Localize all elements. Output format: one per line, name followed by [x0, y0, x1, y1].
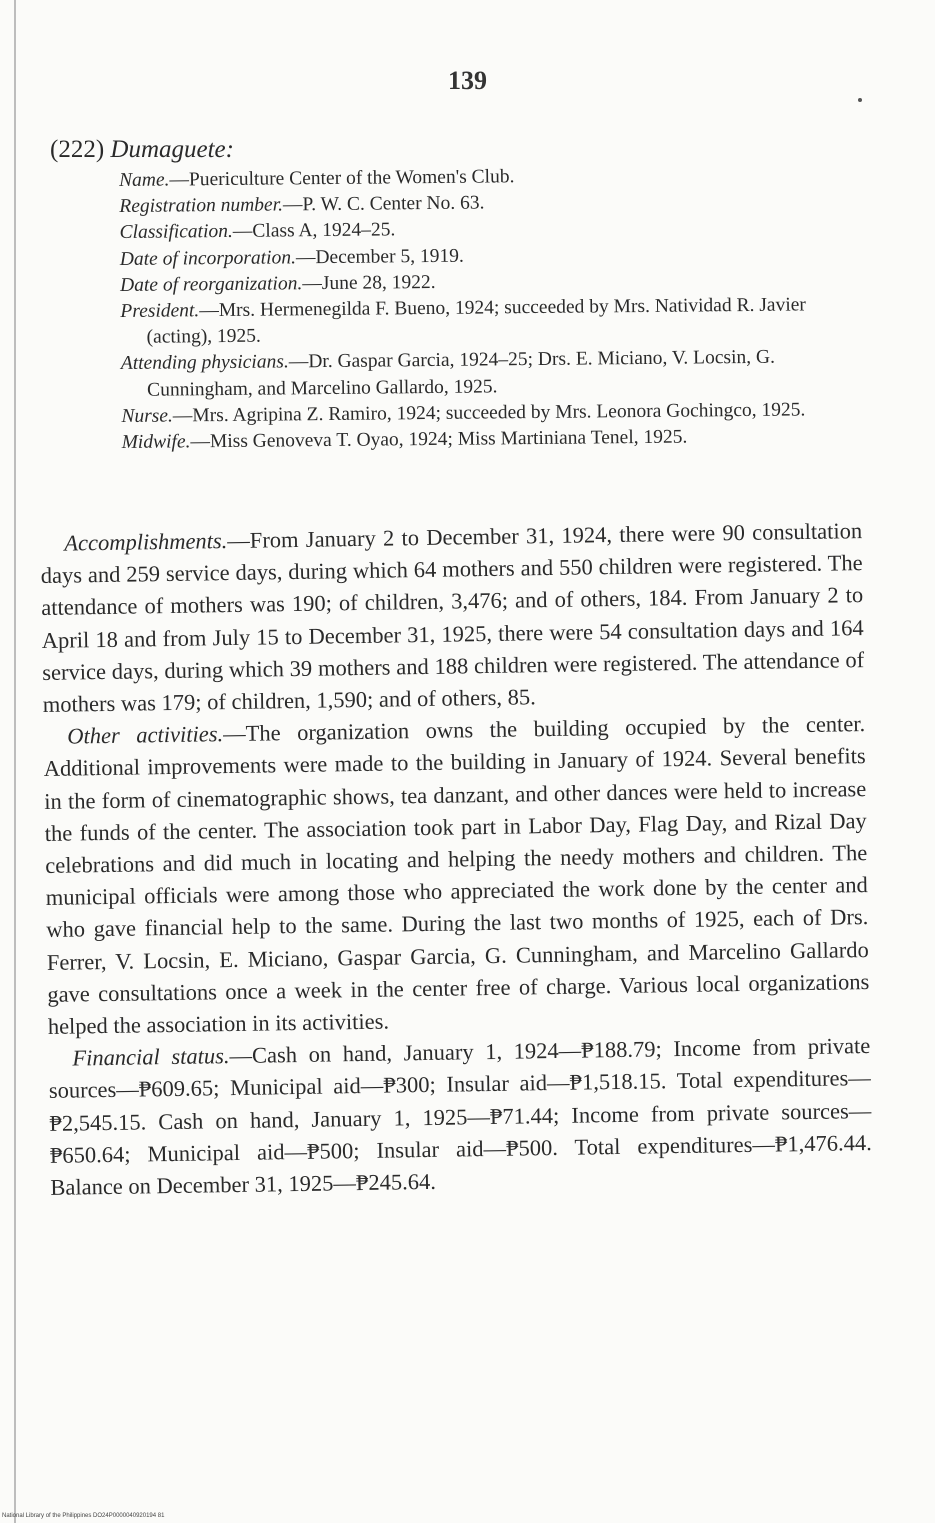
field-president [120, 292, 865, 352]
field-value: —P. W. C. Center No. 63. [282, 192, 485, 216]
field-value: —Mrs. Agripina Z. Ramiro, 1924; succeeded by Mrs. Leonora Gochingco, 1925. [172, 399, 806, 427]
field-value: —Miss Genoveva T. Oyao, 1924; Miss Martiniana Tenel, 1925. [190, 426, 688, 453]
paragraph-label: Other activities. [67, 721, 224, 749]
paragraph-financial-status [48, 1030, 872, 1204]
field-value: —December 5, 1919. [295, 245, 464, 268]
paragraph-text: —The organization owns the building occupied by the center. Additional improvements were made to the building in January of 1924. Several benefits in the form of cinematographic shows, tea danzant, and other dances were held to increase the funds of the center. The association took part in Labor Day, Flag Day, and Rizal Day celebrations and did much in locating and helping the needy mothers and children. The municipal officials were among those who appreciated the work done by the center and who gave financial help to the same. During the last two months of 1925, each of Drs. Ferrer, V. Locsin, E. Miciano, Gaspar Garcia, G. Cunningham, and Marcelino Gallardo gave consultations once a week in the center free of charge. Various local organizations helped the association in its activities. [43, 711, 870, 1039]
paragraph-other-activities [43, 708, 870, 1043]
field-value: —Class A, 1924–25. [232, 219, 396, 243]
field-label: Classification. [119, 221, 233, 244]
field-label: Attending physicians. [120, 351, 289, 375]
field-physicians [121, 344, 866, 404]
entry-heading [50, 136, 234, 164]
field-value: —Dr. Gaspar Garcia, 1924–25; Drs. E. Miciano, V. Locsin, G. Cunningham, and Marcelino Gallardo, 1925. [147, 347, 776, 401]
paragraph-accomplishments [40, 515, 865, 721]
body-text [40, 515, 873, 1204]
footer-credit: National Library of the Philippines DO24P0000040920194 81 [2, 1513, 165, 1519]
paragraph-text: —From January 2 to December 31, 1924, there were 90 consultation days and 259 service days, during which 64 mothers and 550 children were registered. The attendance of mothers was 190; of children, 3,476; and of others, 184. From January 2 to April 18 and from July 15 to December 31, 1925, there were 54 consultation days and 164 service days, during which 39 mothers and 188 children were registered. The attendance of mothers was 179; of children, 1,590; and of others, 85. [40, 518, 865, 717]
entry-number: (222) [50, 136, 105, 163]
speck-mark [858, 98, 862, 102]
paragraph-label: Financial status. [72, 1043, 230, 1071]
entry-fields [119, 161, 867, 456]
entry-place: Dumaguete: [110, 136, 234, 163]
page-edge [14, 0, 16, 1523]
paragraph-label: Accomplishments. [64, 528, 228, 556]
field-label: Date of incorporation. [119, 246, 297, 270]
field-label: Registration number. [119, 194, 284, 218]
page-number: 139 [448, 66, 487, 95]
field-label: Date of reorganization. [120, 273, 303, 296]
field-label: Midwife. [121, 431, 191, 454]
field-label: President. [120, 300, 200, 323]
field-value: —June 28, 1922. [302, 271, 436, 295]
field-label: Name. [119, 169, 170, 191]
paragraph-text: —Cash on hand, January 1, 1924—₱188.79; Income from private sources—₱609.65; Municipal aid—₱300; Insular aid—₱1,518.15. Total expenditures—₱2,545.15. Cash on hand, January 1, 1925—₱71.44; Income from private sources—₱650.64; Municipal aid—₱500; Insular aid—₱500. Total expenditures—₱1,476.44. Balance on December 31, 1925—₱245.64. [48, 1033, 872, 1200]
field-label: Nurse. [121, 405, 173, 427]
field-value: —Mrs. Hermenegilda F. Bueno, 1924; succeeded by Mrs. Natividad R. Javier (acting), 1925. [146, 294, 806, 348]
field-value: —Puericulture Center of the Women's Club. [169, 166, 515, 191]
